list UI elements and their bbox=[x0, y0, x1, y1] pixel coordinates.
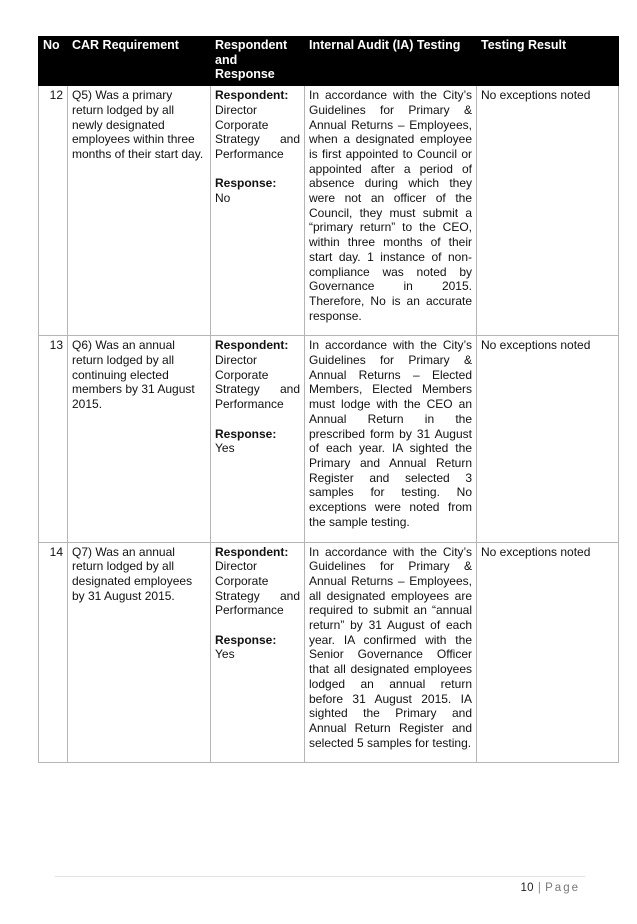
respondent-cell bbox=[211, 336, 305, 542]
page-label: Page bbox=[545, 882, 580, 894]
ia-testing: In accordance with the City’s Guidelines for Primary & Annual Returns – Elected Members, Elected Members must lodge with the CEO an Annual Return in the prescribed form by 31 August of each year. IA sighted the Primary and Annual Return Register and selected 3 samples for testing. No exceptions were noted from the sample testing. bbox=[305, 336, 477, 542]
header-no: No bbox=[39, 37, 68, 86]
respondent-label: Respondent: bbox=[215, 338, 289, 353]
respondent-name: Director Corporate Strategy and Performance bbox=[215, 353, 300, 412]
testing-result: No exceptions noted bbox=[477, 86, 619, 336]
header-requirement: CAR Requirement bbox=[68, 37, 211, 86]
respondent-label: Respondent: bbox=[215, 88, 289, 103]
ia-testing: In accordance with the City’s Guidelines for Primary & Annual Returns – Employees, all designated employees are required to submit an “annual return” by 31 August of each year. IA confirmed with the Senior Governance Officer that all designated employees lodged an annual return before 31 August 2015. IA sighted the Primary and Annual Return Register and selected 5 samples for testing. bbox=[305, 542, 477, 763]
page-number: 10 bbox=[520, 882, 534, 894]
header-respondent: Respondent and Response bbox=[211, 37, 305, 86]
response-value: Yes bbox=[215, 441, 235, 456]
respondent-name: Director Corporate Strategy and Performance bbox=[215, 102, 300, 161]
table-header-row bbox=[39, 37, 619, 86]
row-number: 13 bbox=[39, 336, 68, 542]
audit-table bbox=[38, 36, 619, 763]
respondent-name: Director Corporate Strategy and Performance bbox=[215, 559, 300, 618]
table-row bbox=[39, 542, 619, 763]
testing-result: No exceptions noted bbox=[477, 336, 619, 542]
response-label: Response: bbox=[215, 176, 277, 191]
table-row bbox=[39, 86, 619, 336]
footer-divider bbox=[55, 876, 585, 877]
ia-testing: In accordance with the City’s Guidelines for Primary & Annual Returns – Employees, when a designated employee is first appointed to Council or appointed after a period of absence during which they were not an officer of the Council, they must submit a “primary return” to the CEO, within three months of their start day. 1 instance of non-compliance was noted by Governance in 2015. Therefore, No is an accurate response. bbox=[305, 86, 477, 336]
response-label: Response: bbox=[215, 632, 277, 647]
header-result: Testing Result bbox=[477, 37, 619, 86]
testing-result: No exceptions noted bbox=[477, 542, 619, 763]
response-label: Response: bbox=[215, 426, 277, 441]
table-row bbox=[39, 336, 619, 542]
header-testing: Internal Audit (IA) Testing bbox=[305, 37, 477, 86]
row-number: 12 bbox=[39, 86, 68, 336]
respondent-label: Respondent: bbox=[215, 544, 289, 559]
response-value: No bbox=[215, 191, 231, 206]
page-footer bbox=[520, 882, 580, 894]
car-requirement: Q6) Was an annual return lodged by all continuing elected members by 31 August 2015. bbox=[68, 336, 211, 542]
car-requirement: Q7) Was an annual return lodged by all designated employees by 31 August 2015. bbox=[68, 542, 211, 763]
row-number: 14 bbox=[39, 542, 68, 763]
car-requirement: Q5) Was a primary return lodged by all newly designated employees within three months of their start day. bbox=[68, 86, 211, 336]
respondent-cell bbox=[211, 542, 305, 763]
respondent-cell bbox=[211, 86, 305, 336]
response-value: Yes bbox=[215, 647, 235, 662]
footer-separator: | bbox=[537, 882, 542, 894]
